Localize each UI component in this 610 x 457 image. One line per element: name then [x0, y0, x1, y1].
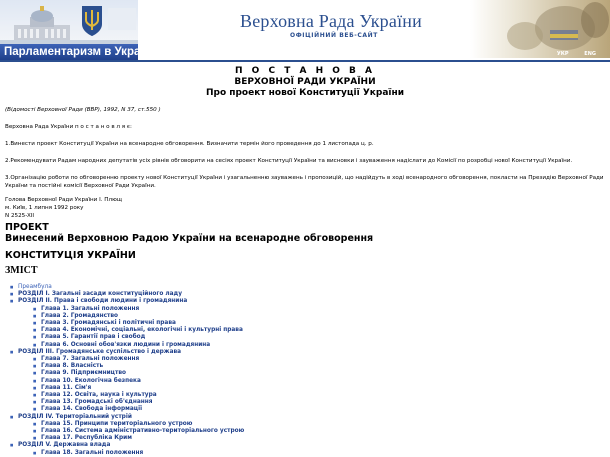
toc-link[interactable]: РОЗДІЛ ІІ. Права і свободи людини і громадянина — [18, 298, 188, 305]
language-switcher — [543, 51, 596, 57]
toc-item — [10, 313, 610, 320]
toc-link[interactable]: Глава 9. Підприємництво — [41, 370, 126, 377]
toc-link[interactable]: Глава 5. Гарантії прав і свобод — [41, 334, 146, 341]
site-title[interactable]: Верховна Рада України — [240, 11, 422, 31]
toc-item — [10, 421, 610, 428]
toc-link[interactable]: Преамбула — [18, 284, 52, 290]
decree-intro: Верховна Рада України п о с т а н о в л я є: — [5, 124, 132, 130]
decree-source: (Відомості Верховної Ради (ВВР), 1992, N 37, ст.550 ) — [5, 107, 161, 113]
toc-link[interactable]: Глава 10. Екологічна безпека — [41, 377, 141, 384]
toc-link[interactable]: Глава 8. Власність — [41, 363, 104, 370]
toc-link[interactable]: Глава 1. Загальні положення — [41, 305, 140, 312]
signature-place-date: м. Київ, 1 липня 1992 року — [5, 205, 84, 211]
toc-item — [10, 385, 610, 392]
toc-link[interactable]: Глава 7. Загальні положення — [41, 356, 140, 363]
toc-item — [10, 356, 610, 363]
toc-item — [10, 442, 610, 449]
toc-link[interactable]: Глава 6. Основні обов'язки людини і громадянина — [41, 341, 211, 348]
main-content — [0, 66, 610, 457]
toc-item — [10, 450, 610, 457]
toc-item — [10, 435, 610, 442]
toc-item — [10, 378, 610, 385]
site-subtitle: ОФІЦІЙНИЙ ВЕБ-САЙТ — [290, 32, 378, 39]
decree-type: П О С Т А Н О В А — [235, 66, 375, 76]
toc-item — [10, 342, 610, 349]
contents-heading: ЗМІСТ — [5, 265, 38, 276]
decree-item-3: 3.Організацію роботи по обговоренню проекту нової Конституції України і узагальненню зауважень і пропозицій, що надійдуть в ході всенародного обговорення, покласти на Президію Верховної Ради України та постійні комісії Верховної Ради України. — [5, 175, 604, 189]
toc-link[interactable]: Глава 14. Свобода інформації — [41, 406, 143, 413]
lang-link-eng[interactable]: ENG — [584, 51, 596, 57]
toc-item — [10, 349, 610, 356]
header-divider — [0, 60, 610, 62]
toc-item — [10, 298, 610, 305]
toc-link[interactable]: Глава 18. Загальні положення — [41, 449, 144, 456]
decree-title: Про проект нової Конституції України — [205, 88, 405, 98]
toc-item — [10, 306, 610, 313]
project-heading — [0, 222, 610, 244]
toc-link[interactable]: Глава 3. Громадянські і політичні права — [41, 320, 176, 327]
section-title-bar[interactable]: Парламентаризм в Україні — [0, 44, 138, 60]
parliament-logo[interactable] — [0, 0, 138, 44]
toc-item — [10, 334, 610, 341]
decree-number: N 2525-XII — [5, 213, 35, 219]
signature-name: Голова Верховної Ради України І. Плющ — [5, 197, 123, 203]
lang-link-ukr[interactable]: УКР — [556, 51, 569, 57]
toc-link[interactable]: Глава 12. Освіта, наука і культура — [41, 392, 157, 399]
decree-heading — [0, 66, 610, 99]
table-of-contents — [0, 284, 610, 457]
toc-link[interactable]: Глава 13. Громадські об'єднання — [41, 399, 153, 406]
toc-item — [10, 414, 610, 421]
toc-link[interactable]: Глава 15. Принципи територіального устрою — [41, 420, 193, 427]
toc-item — [10, 320, 610, 327]
toc-link[interactable]: Глава 16. Система адміністративно-територіального устрою — [41, 428, 245, 435]
project-label: ПРОЕКТ — [5, 222, 49, 233]
decree-item-2: 2.Рекомендувати Радам народних депутатів усіх рівнів обговорити на сесіях проект Конституції України та висновки і зауваження надіслати до Комісії по розробці нової Конституції України. — [5, 158, 573, 164]
toc-link[interactable]: РОЗДІЛ І. Загальні засади конституційного ладу — [18, 291, 183, 298]
toc-link[interactable]: РОЗДІЛ V. Державна влада — [18, 442, 111, 449]
project-subtitle: Винесений Верховною Радою України на всенародне обговорення — [5, 233, 374, 244]
toc-item — [10, 406, 610, 413]
toc-link[interactable]: РОЗДІЛ IV. Територіальний устрій — [18, 413, 132, 420]
toc-link[interactable]: Глава 4. Економічні, соціальні, екологічні і культурні права — [41, 327, 243, 334]
constitution-heading: КОНСТИТУЦІЯ УКРАЇНИ — [5, 250, 136, 261]
toc-item — [10, 363, 610, 370]
header-banner-image — [470, 0, 610, 58]
site-header — [0, 0, 610, 66]
toc-link[interactable]: Глава 11. Сім'я — [41, 384, 92, 391]
toc-item — [10, 370, 610, 377]
toc-link[interactable]: РОЗДІЛ ІІІ. Громадянське суспільство і держава — [18, 348, 182, 355]
decree-issuer: ВЕРХОВНОЇ РАДИ УКРАЇНИ — [234, 77, 376, 87]
toc-link[interactable]: Глава 2. Громадянство — [41, 312, 119, 319]
decree-item-1: 1.Винести проект Конституції України на всенародне обговорення. Визначити термін його проведення до 1 листопада ц. р. — [5, 141, 374, 147]
toc-link[interactable]: Глава 17. Республіка Крим — [41, 435, 132, 442]
